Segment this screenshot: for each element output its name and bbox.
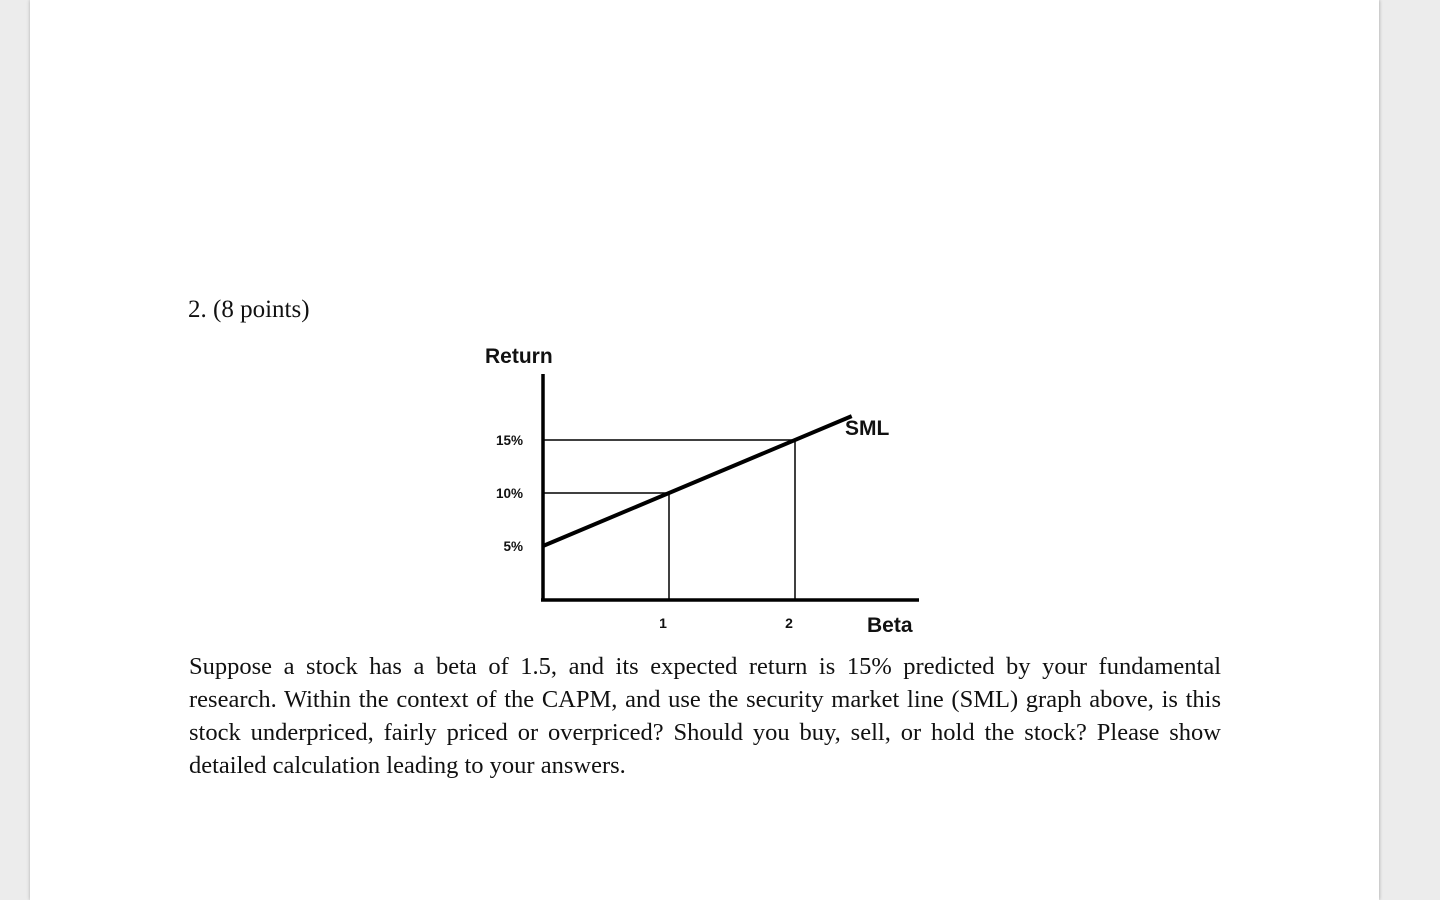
x-axis-label: Beta <box>867 614 913 637</box>
y-tick-label-10: 10% <box>495 486 523 501</box>
question-heading: 2. (8 points) <box>188 296 310 323</box>
sml-line <box>543 416 852 546</box>
y-tick-label-5: 5% <box>503 539 523 554</box>
x-tick-label-1: 1 <box>659 615 667 631</box>
sml-label: SML <box>845 417 890 440</box>
question-body: Suppose a stock has a beta of 1.5, and its expected return is 15% predicted by your fundamental research. Within the context of the CAPM, and use the security market line (SML) graph above, is this stock underpriced, fairly priced or overpriced? Should you buy, sell, or hold the stock? Please show detailed calculation leading to your answers. <box>189 653 1221 779</box>
y-tick-label-15: 15% <box>495 433 523 448</box>
y-axis-label: Return <box>485 345 553 368</box>
x-tick-label-2: 2 <box>785 615 793 631</box>
